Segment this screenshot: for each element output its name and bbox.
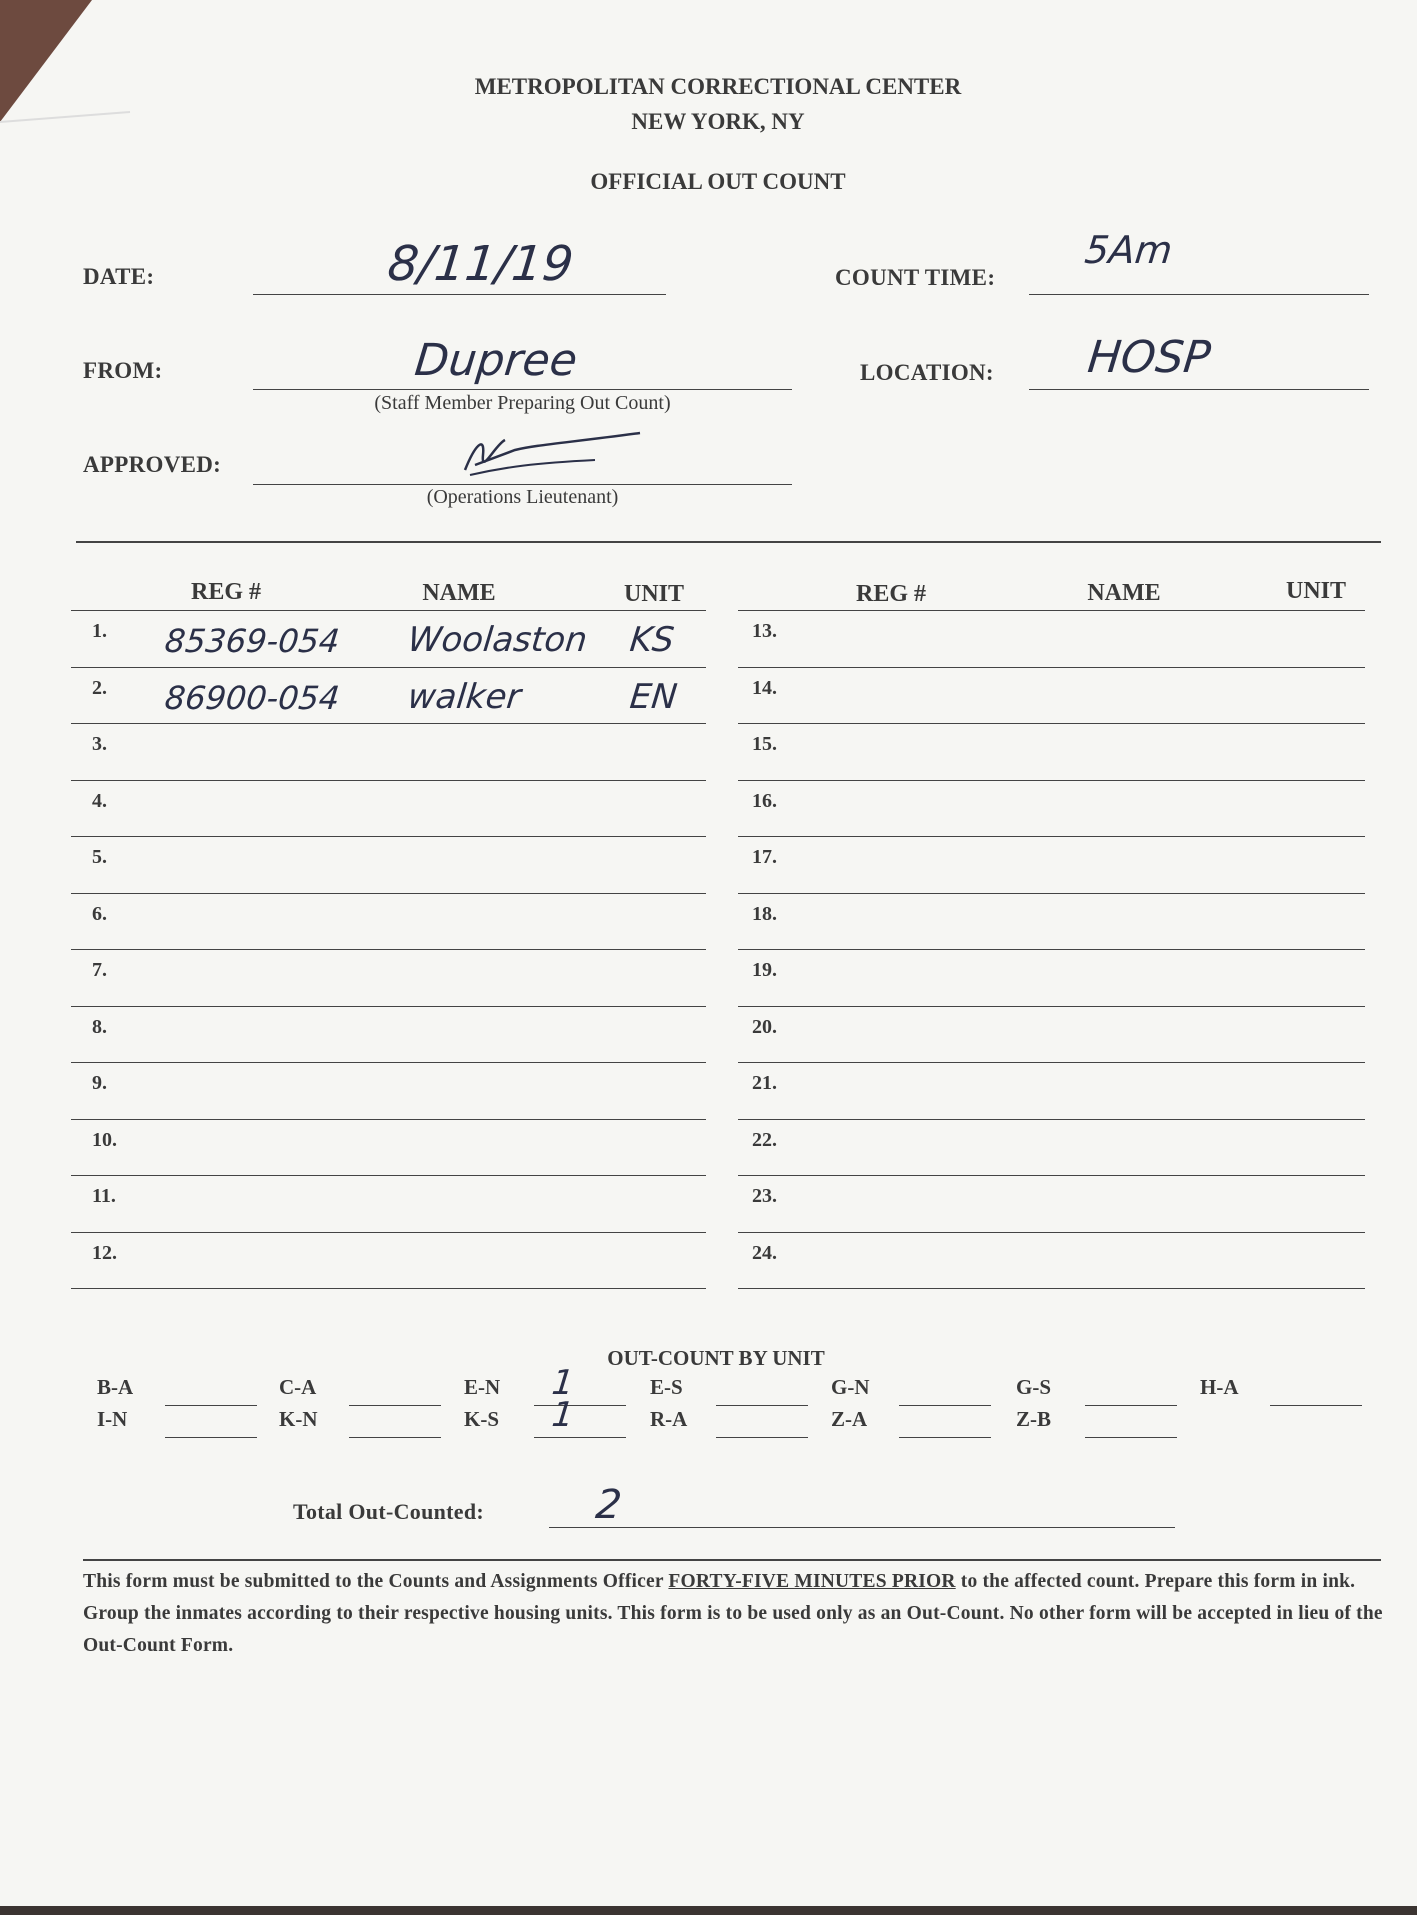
row-line: [71, 1006, 706, 1007]
section-divider: [76, 541, 1381, 543]
bottom-edge: [0, 1906, 1417, 1915]
row-line: [71, 949, 706, 950]
unit-count-line: [716, 1405, 808, 1406]
unit-field[interactable]: KS: [627, 620, 676, 660]
header-name-left: NAME: [422, 580, 496, 606]
row-line: [738, 1119, 1365, 1120]
location-field[interactable]: HOSP: [1085, 332, 1213, 383]
name-field[interactable]: Woolaston: [405, 620, 590, 660]
row-number: 21.: [752, 1072, 777, 1094]
unit-label: R-A: [650, 1407, 688, 1431]
unit-label: K-N: [279, 1407, 318, 1431]
footer-divider: [83, 1559, 1381, 1561]
unit-count-line: [165, 1405, 257, 1406]
row-number: 18.: [752, 902, 777, 925]
row-line: [71, 780, 706, 781]
unit-label: E-S: [650, 1375, 683, 1399]
row-number: 12.: [92, 1241, 117, 1264]
total-label: Total Out-Counted:: [293, 1499, 485, 1524]
row-line: [738, 667, 1365, 668]
row-line: [738, 893, 1365, 894]
unit-count-line: [1085, 1437, 1177, 1438]
row-number: 6.: [92, 902, 107, 925]
unit-label: K-S: [464, 1407, 500, 1431]
instructions: [83, 1566, 1383, 1662]
count-time-line: [1029, 294, 1369, 295]
row-number: 16.: [752, 789, 777, 812]
row-number: 23.: [752, 1185, 777, 1207]
reg-number-field[interactable]: 86900-054: [163, 678, 342, 717]
row-number: 3.: [92, 733, 107, 755]
outcount-title: OUT-COUNT BY UNIT: [607, 1346, 825, 1370]
date-line: [253, 294, 666, 295]
date-label: DATE:: [83, 264, 155, 289]
reg-number-field[interactable]: 85369-054: [163, 622, 342, 660]
institution-title: METROPOLITAN CORRECTIONAL CENTER: [474, 74, 962, 99]
row-line: [738, 1175, 1365, 1176]
unit-label: E-N: [464, 1375, 501, 1399]
date-field[interactable]: 8/11/19: [385, 236, 576, 292]
from-caption: (Staff Member Preparing Out Count): [374, 392, 671, 414]
row-number: 1.: [92, 620, 107, 642]
from-field[interactable]: Dupree: [412, 335, 580, 386]
unit-label: Z-A: [831, 1407, 868, 1431]
unit-label: G-S: [1016, 1375, 1052, 1399]
unit-count-line: [165, 1437, 257, 1438]
unit-count-line: [534, 1437, 626, 1438]
row-number: 17.: [752, 846, 777, 868]
total-line: [549, 1527, 1175, 1528]
unit-count-field[interactable]: 1: [549, 1395, 576, 1435]
row-number: 19.: [752, 959, 777, 981]
row-number: 2.: [92, 676, 107, 699]
row-line: [71, 1288, 706, 1289]
from-line: [253, 389, 792, 390]
unit-label: B-A: [97, 1375, 134, 1399]
row-line: [71, 723, 706, 724]
row-line: [738, 949, 1365, 950]
instructions-emphasis: FORTY-FIVE MINUTES PRIOR: [668, 1571, 956, 1592]
row-line: [738, 1232, 1365, 1233]
row-line: [71, 836, 706, 837]
row-line: [71, 667, 706, 668]
total-field[interactable]: 2: [593, 1482, 624, 1528]
unit-count-line: [899, 1437, 991, 1438]
unit-label: C-A: [279, 1375, 317, 1399]
header-reg-right: REG #: [855, 581, 927, 607]
row-number: 13.: [752, 620, 777, 642]
header-underline-right: [738, 610, 1365, 611]
row-number: 14.: [752, 676, 777, 699]
count-time-label: COUNT TIME:: [835, 265, 996, 290]
row-line: [71, 1175, 706, 1176]
unit-count-field[interactable]: 1: [549, 1363, 576, 1403]
row-line: [738, 1006, 1365, 1007]
row-line: [738, 1288, 1365, 1289]
row-number: 8.: [92, 1015, 107, 1038]
unit-label: G-N: [831, 1375, 870, 1399]
unit-count-line: [349, 1405, 441, 1406]
row-number: 22.: [752, 1128, 777, 1151]
unit-count-line: [349, 1437, 441, 1438]
unit-count-line: [716, 1437, 808, 1438]
approved-caption: (Operations Lieutenant): [426, 486, 619, 508]
unit-count-line: [1270, 1405, 1362, 1406]
row-number: 20.: [752, 1015, 777, 1038]
unit-label: Z-B: [1016, 1407, 1052, 1431]
location-label: LOCATION:: [860, 360, 994, 385]
unit-field[interactable]: EN: [627, 676, 680, 717]
row-line: [738, 836, 1365, 837]
row-number: 11.: [92, 1185, 116, 1207]
unit-count-line: [899, 1405, 991, 1406]
row-line: [71, 1232, 706, 1233]
row-number: 10.: [92, 1128, 117, 1151]
header-unit-right: UNIT: [1285, 578, 1347, 604]
unit-count-line: [534, 1405, 626, 1406]
approval-signature: [445, 425, 645, 485]
unit-label: H-A: [1200, 1375, 1239, 1399]
row-line: [738, 723, 1365, 724]
from-label: FROM:: [83, 358, 163, 383]
unit-count-line: [1085, 1405, 1177, 1406]
header-name-right: NAME: [1087, 580, 1161, 606]
row-line: [71, 893, 706, 894]
name-field[interactable]: walker: [405, 676, 523, 717]
row-number: 15.: [752, 733, 777, 755]
row-number: 9.: [92, 1072, 107, 1094]
row-line: [738, 780, 1365, 781]
header-unit-left: UNIT: [623, 581, 685, 607]
row-number: 4.: [92, 789, 107, 812]
city-title: NEW YORK, NY: [631, 109, 805, 134]
header-reg-left: REG #: [190, 579, 262, 605]
unit-label: I-N: [97, 1407, 128, 1431]
instructions-part1: This form must be submitted to the Counts and Assignments Officer: [83, 1571, 669, 1592]
approved-label: APPROVED:: [83, 452, 222, 477]
instructions-part2: to the affected count. Prepare this form in ink. Group the inmates according to their respective housing units. This form is to be used only as an Out-Count. No other form will be accepted in lieu of the Out-Count Form.: [83, 1571, 1383, 1656]
count-time-field[interactable]: 5Am: [1082, 228, 1175, 272]
row-line: [738, 1062, 1365, 1063]
row-number: 5.: [92, 846, 107, 868]
form-title: OFFICIAL OUT COUNT: [590, 169, 846, 194]
header-underline-left: [71, 610, 706, 611]
row-line: [71, 1119, 706, 1120]
location-line: [1029, 389, 1369, 390]
row-number: 7.: [92, 959, 107, 981]
row-line: [71, 1062, 706, 1063]
row-number: 24.: [752, 1241, 777, 1264]
